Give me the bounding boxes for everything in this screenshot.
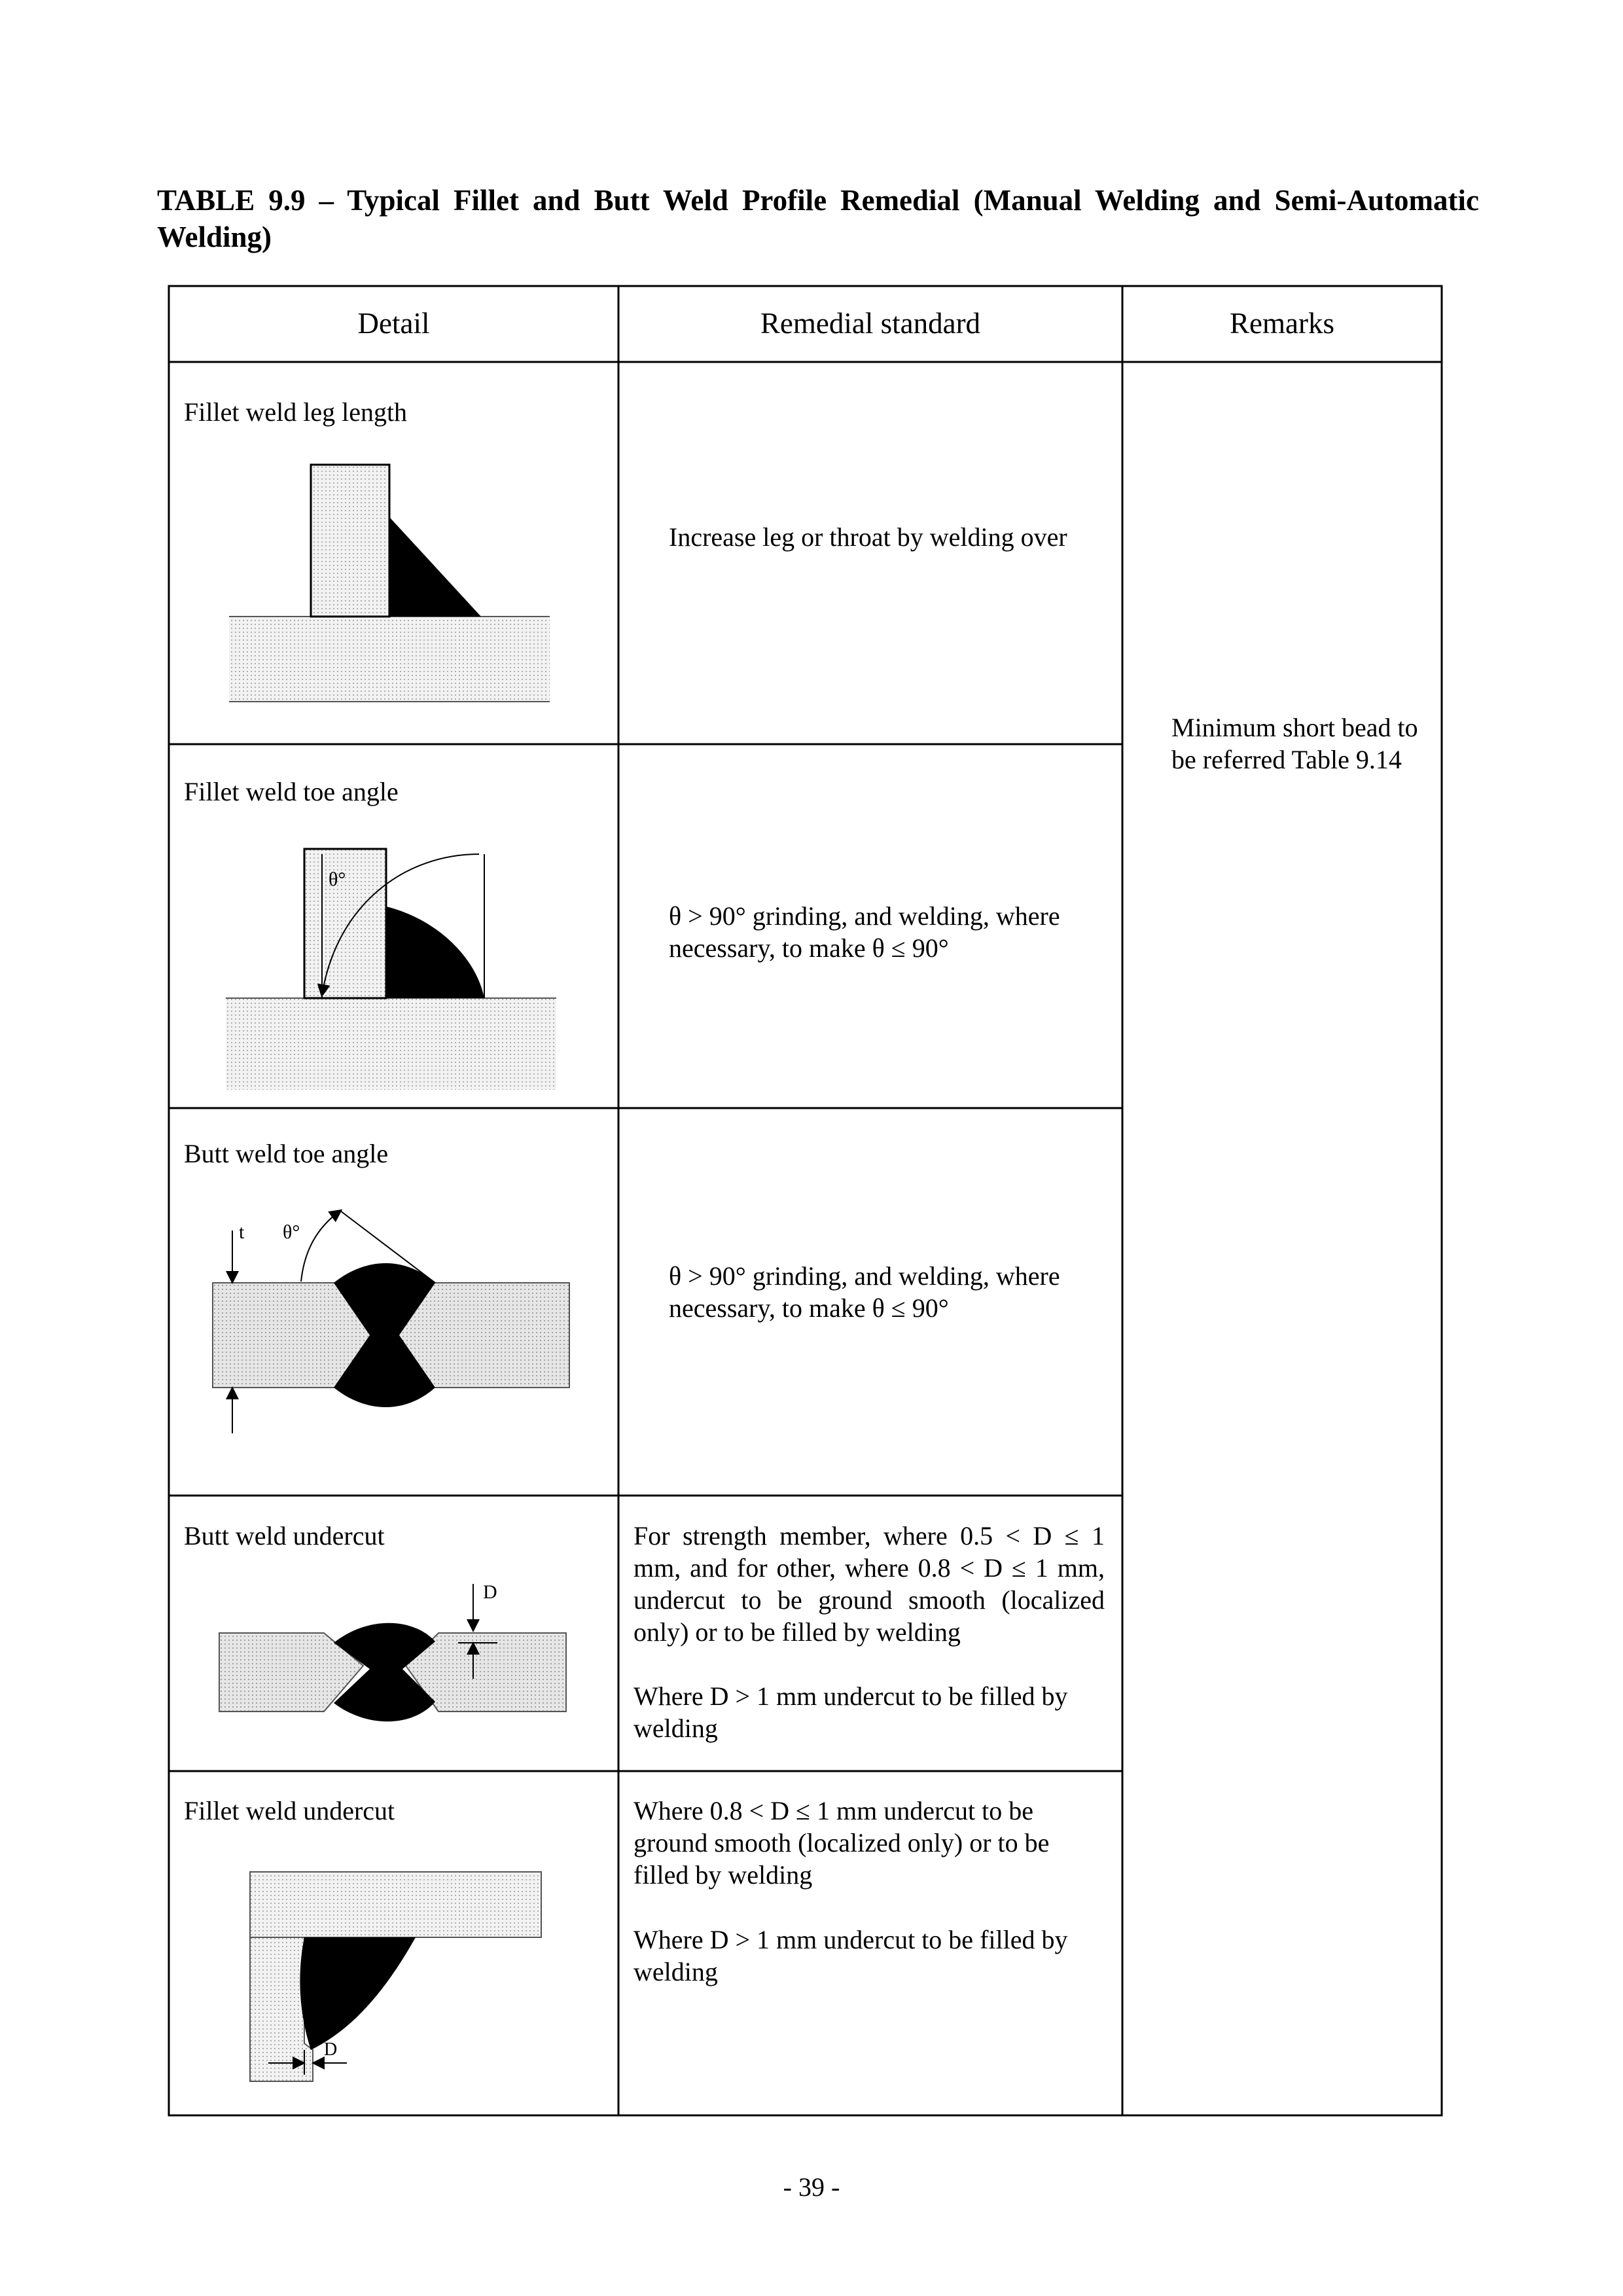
row5-remedial-2: Where D > 1 mm undercut to be filled by welding [633, 1925, 1068, 1986]
butt-toe-angle-figure [209, 1198, 576, 1433]
header-detail: Detail [357, 307, 430, 340]
row1-detail: Fillet weld leg length [184, 397, 408, 427]
top-plate [250, 1872, 541, 1937]
theta-label: θ° [283, 1221, 300, 1243]
row2-remedial: θ > 90° grinding, and welding, where necessary, to make θ ≤ 90° [669, 901, 1060, 963]
fillet-undercut-figure [242, 1859, 550, 2088]
row3-remedial: θ > 90° grinding, and welding, where necessary, to make θ ≤ 90° [669, 1261, 1060, 1323]
fillet-weld [389, 517, 481, 617]
row4-remedial-2: Where D > 1 mm undercut to be filled by welding [633, 1681, 1068, 1743]
remarks-text: Minimum short bead to be referred Table 9.14 [1171, 713, 1418, 774]
angle-arc [301, 1211, 340, 1282]
row2-detail: Fillet weld toe angle [184, 777, 399, 806]
t-label: t [239, 1221, 245, 1243]
row5-detail: Fillet weld undercut [184, 1796, 395, 1825]
fillet-toe-angle-figure [223, 841, 576, 1103]
fillet-leg-length-figure [223, 458, 563, 713]
convex-fillet-weld [386, 906, 484, 998]
row4-detail: Butt weld undercut [184, 1521, 385, 1551]
base-plate [229, 617, 550, 702]
row5-remedial: Where 0.8 < D ≤ 1 mm undercut to be ground smooth (localized only) or to be filled by welding [633, 1796, 1050, 1890]
fillet-weld [300, 1937, 416, 2050]
table-title: TABLE 9.9 – Typical Fillet and Butt Weld Profile Remedial (Manual Welding and Semi-Automatic Welding) [157, 184, 1479, 253]
theta-label: θ° [329, 869, 346, 890]
base-plate [226, 998, 556, 1090]
page-number: - 39 - [783, 2172, 840, 2202]
d-label: D [324, 2039, 338, 2060]
upright-plate [311, 465, 389, 617]
butt-undercut-figure [216, 1564, 569, 1741]
d-label: D [483, 1581, 497, 1603]
header-remarks: Remarks [1230, 307, 1334, 340]
header-remedial-standard: Remedial standard [760, 307, 981, 340]
row4-remedial: For strength member, where 0.5 < D ≤ 1 mm, and for other, where 0.8 < D ≤ 1 mm, undercut to be ground smooth (localized only) or to be filled by welding [633, 1521, 1105, 1647]
row3-detail: Butt weld toe angle [184, 1139, 389, 1168]
row1-remedial: Increase leg or throat by welding over [669, 522, 1067, 552]
